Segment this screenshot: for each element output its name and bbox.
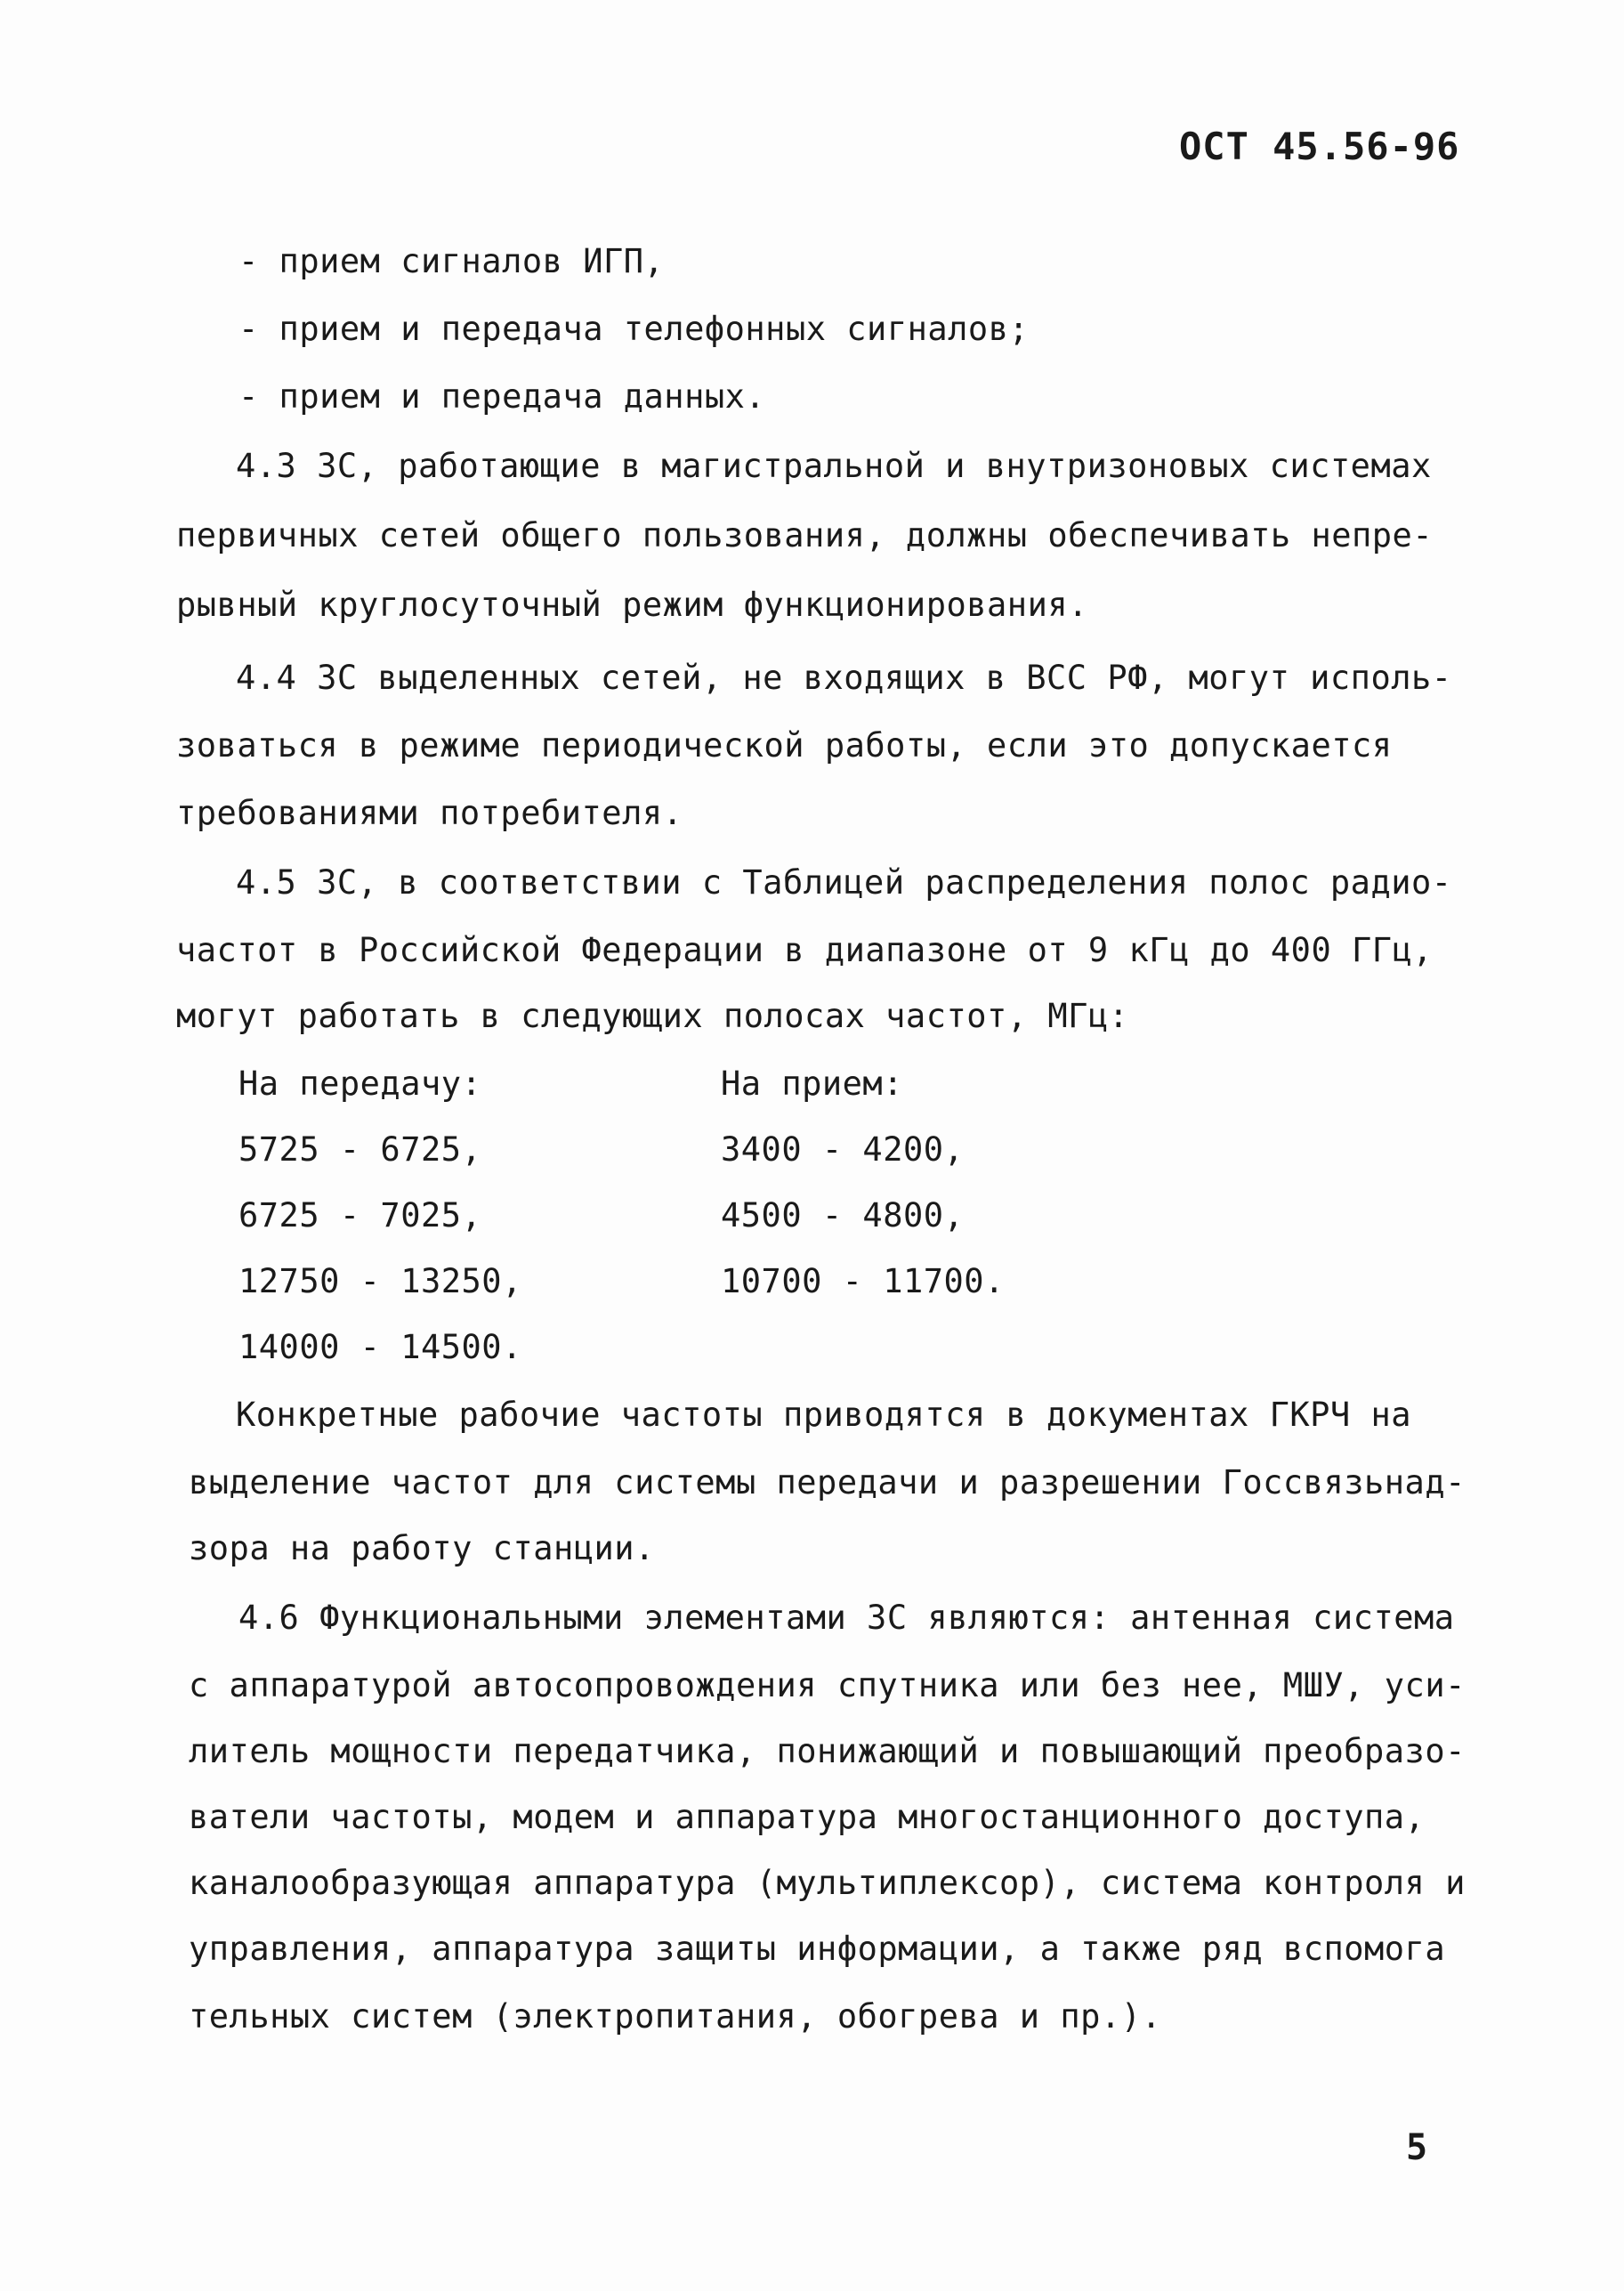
clause-4-3-line: 4.3 ЗС, работающие в магистральной и внутризоновых системах <box>236 447 1432 485</box>
clause-4-3-line: рывный круглосуточный режим функционирования. <box>176 586 1088 624</box>
clause-4-4-line: 4.4 ЗС выделенных сетей, не входящих в ВСС РФ, могут исполь- <box>236 659 1452 697</box>
tx-band: 6725 - 7025, <box>238 1196 482 1235</box>
bullet-item: - прием сигналов ИГП, <box>238 242 665 280</box>
tx-band: 12750 - 13250, <box>238 1262 522 1300</box>
frequency-note-line: выделение частот для системы передачи и разрешении Госсвязьнад- <box>189 1463 1466 1502</box>
clause-4-5-line: 4.5 ЗС, в соответствии с Таблицей распределения полос радио- <box>236 863 1452 902</box>
clause-4-5-line: могут работать в следующих полосах частот, МГц: <box>176 997 1129 1035</box>
frequency-note-line: Конкретные рабочие частоты приводятся в документах ГКРЧ на <box>236 1396 1412 1434</box>
clause-4-5-line: частот в Российской Федерации в диапазоне от 9 кГц до 400 ГГц, <box>176 931 1434 969</box>
clause-4-6-line: ватели частоты, модем и аппаратура многостанционного доступа, <box>189 1798 1426 1836</box>
clause-4-6-line: тельных систем (электропитания, обогрева и пр.). <box>189 1997 1162 2036</box>
clause-4-4-line: зоваться в режиме периодической работы, если это допускается <box>176 726 1393 765</box>
frequency-note-line: зора на работу станции. <box>189 1529 655 1567</box>
rx-band: 10700 - 11700. <box>721 1262 1005 1300</box>
clause-4-4-line: требованиями потребителя. <box>176 794 683 832</box>
clause-4-6-line: 4.6 Функциональными элементами ЗС являются: антенная система <box>238 1599 1455 1637</box>
tx-header: На передачу: <box>238 1065 482 1103</box>
clause-4-6-line: литель мощности передатчика, понижающий и повышающий преобразо- <box>189 1732 1466 1770</box>
tx-band: 14000 - 14500. <box>238 1328 522 1366</box>
clause-4-6-line: с аппаратурой автосопровождения спутника или без нее, МШУ, уси- <box>189 1666 1466 1704</box>
bullet-item: - прием и передача данных. <box>238 377 766 416</box>
rx-header: На прием: <box>721 1065 903 1103</box>
clause-4-6-line: каналообразующая аппаратура (мультиплексор), система контроля и <box>189 1864 1466 1902</box>
rx-band: 3400 - 4200, <box>721 1130 965 1169</box>
clause-4-3-line: первичных сетей общего пользования, должны обеспечивать непре- <box>176 516 1434 555</box>
page-number: 5 <box>1406 2127 1428 2168</box>
bullet-item: - прием и передача телефонных сигналов; <box>238 310 1030 348</box>
rx-band: 4500 - 4800, <box>721 1196 965 1235</box>
document-code: ОСТ 45.56-96 <box>1179 125 1460 168</box>
tx-band: 5725 - 6725, <box>238 1130 482 1169</box>
clause-4-6-line: управления, аппаратура защиты информации, а также ряд вспомога <box>189 1930 1446 1968</box>
